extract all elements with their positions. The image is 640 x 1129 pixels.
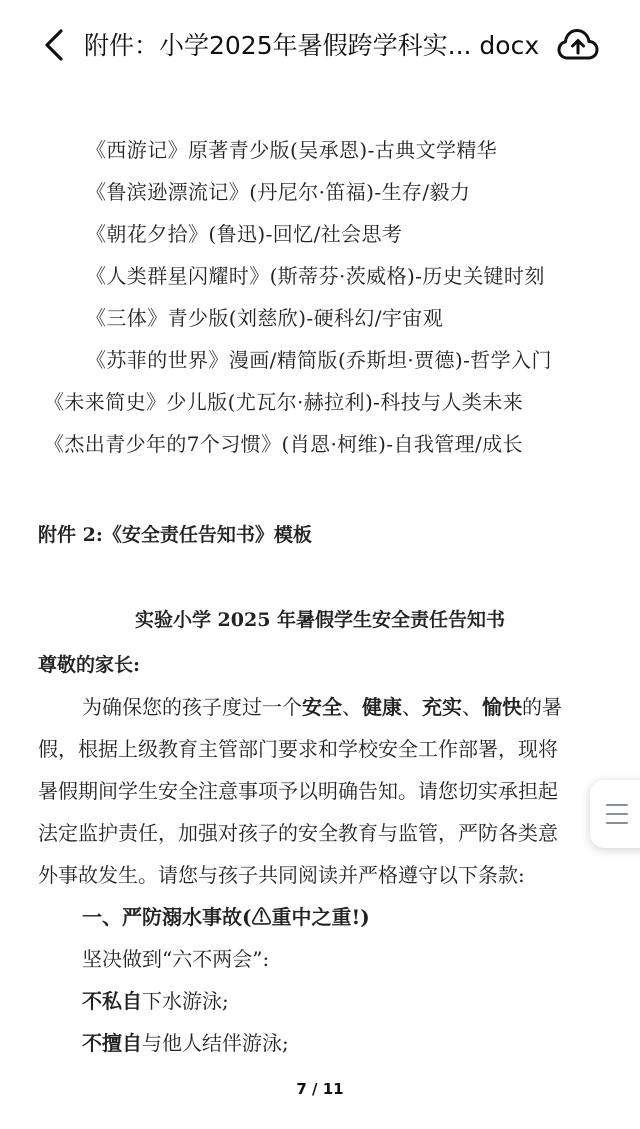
rules-intro: 坚决做到“六不两会”:	[82, 947, 270, 971]
attachment-heading: 附件 2:《安全责任告知书》模板	[38, 524, 312, 546]
rule-keyword: 不擅自	[82, 1031, 142, 1055]
back-button[interactable]	[30, 22, 80, 68]
book-list-item: 《苏菲的世界》漫画/精简版(乔斯坦·贾德)-哲学入门	[86, 348, 552, 372]
section-heading: 一、严防溺水事故(⚠重中之重!)	[82, 905, 370, 929]
paragraph-line: 暑假期间学生安全注意事项予以明确告知。请您切实承担起	[38, 779, 558, 803]
rule-item	[82, 986, 229, 1016]
keyword: 充实	[422, 695, 462, 719]
keyword: 健康	[362, 695, 402, 719]
side-menu-handle[interactable]	[590, 780, 640, 848]
page-indicator: 7 / 11	[296, 1080, 344, 1098]
book-list-item: 《西游记》原著青少版(吴承恩)-古典文学精华	[86, 138, 498, 162]
paragraph-line: 外事故发生。请您与孩子共同阅读并严格遵守以下条款:	[38, 863, 525, 887]
cloud-upload-button[interactable]	[553, 20, 603, 70]
intro-text: 为确保您的孩子度过一个	[82, 695, 302, 719]
rule-keyword: 不私自	[82, 989, 142, 1013]
book-list-item: 《杰出青少年的7个习惯》(肖恩·柯维)-自我管理/成长	[44, 432, 523, 456]
book-list-item: 《人类群星闪耀时》(斯蒂芬·茨威格)-历史关键时刻	[86, 264, 545, 288]
keyword: 安全	[302, 695, 342, 719]
document-title: 附件：小学2025年暑假跨学科实... docx	[84, 31, 540, 60]
salutation: 尊敬的家长:	[38, 654, 141, 676]
book-list-item: 《三体》青少版(刘慈欣)-硬科幻/宇宙观	[86, 306, 444, 330]
menu-lines-icon	[606, 813, 628, 815]
menu-lines-icon	[606, 804, 628, 806]
menu-lines-icon	[606, 822, 628, 824]
paragraph-line: 为确保您的孩子度过一个安全、健康、充实、愉快的暑	[82, 695, 562, 719]
chevron-left-icon	[42, 28, 68, 62]
intro-text: 的暑	[522, 695, 562, 719]
cloud-upload-icon	[557, 27, 599, 63]
book-list-item: 《鲁滨逊漂流记》(丹尼尔·笛福)-生存/毅力	[86, 180, 471, 204]
book-list-item: 《未来简史》少儿版(尤瓦尔·赫拉利)-科技与人类未来	[44, 390, 524, 414]
top-bar	[0, 0, 640, 90]
keyword: 愉快	[482, 695, 522, 719]
rule-text: 与他人结伴游泳;	[142, 1031, 289, 1055]
rule-item	[82, 1028, 289, 1058]
rule-text: 下水游泳;	[142, 989, 229, 1013]
book-list-item: 《朝花夕拾》(鲁迅)-回忆/社会思考	[86, 222, 403, 246]
document-page	[0, 90, 640, 1090]
paragraph-line: 法定监护责任，加强对孩子的安全教育与监管，严防各类意	[38, 821, 558, 845]
paragraph-line: 假，根据上级教育主管部门要求和学校安全工作部署，现将	[38, 737, 558, 761]
notice-title: 实验小学 2025 年暑假学生安全责任告知书	[134, 609, 506, 631]
